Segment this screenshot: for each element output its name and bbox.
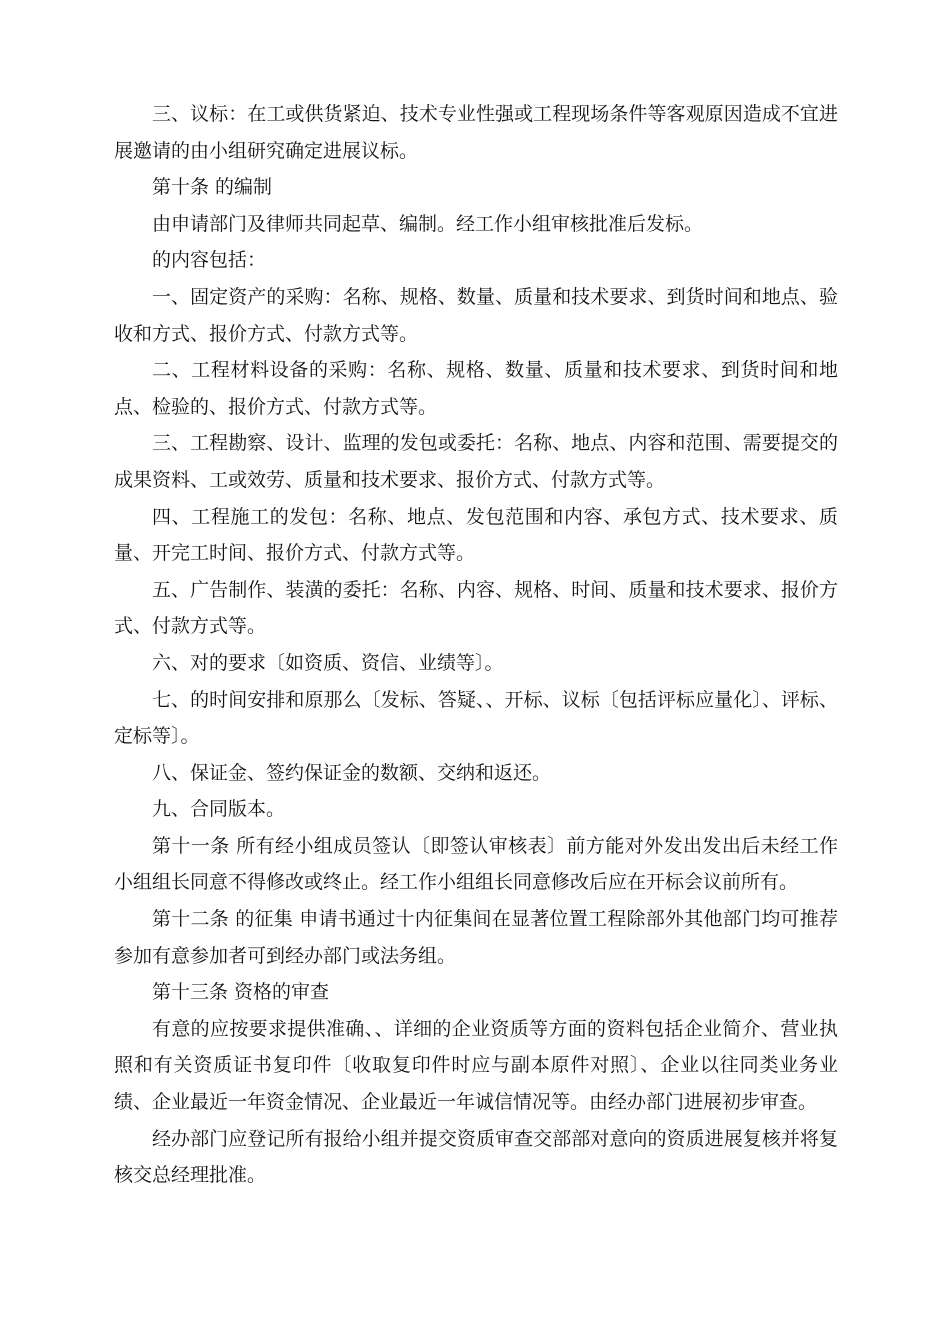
paragraph-drafting: 由申请部门及律师共同起草、编制。经工作小组审核批准后发标。	[152, 212, 704, 235]
paragraph-item-6-requirements: 六、对的要求〔如资质、资信、业绩等〕。	[152, 651, 504, 674]
paragraph-article-11: 第十一条 所有经小组成员签认〔即签认审核表〕前方能对外发出发出后未经工作小组组长同意不得修改或终止。经工作小组组长同意修改后应在开标会议前所有。	[114, 834, 838, 894]
paragraph-item-8-deposit: 八、保证金、签约保证金的数额、交纳和返还。	[152, 761, 552, 784]
paragraph-item-9-contract: 九、合同版本。	[152, 798, 286, 821]
paragraph-item-1-fixed-assets: 一、固定资产的采购：名称、规格、数量、质量和技术要求、到货时间和地点、验收和方式、报价方式、付款方式等。	[114, 285, 838, 345]
paragraph-item-2-materials: 二、工程材料设备的采购：名称、规格、数量、质量和技术要求、到货时间和地点、检验的、报价方式、付款方式等。	[114, 359, 838, 418]
paragraph-item-7-schedule: 七、的时间安排和原那么〔发标、答疑、、开标、议标〔包括评标应量化〕、评标、定标等〕。	[114, 688, 838, 748]
heading-article-13: 第十三条 资格的审查	[152, 981, 330, 1004]
paragraph-item-4-construction: 四、工程施工的发包：名称、地点、发包范围和内容、承包方式、技术要求、质量、开完工时间、报价方式、付款方式等。	[114, 505, 838, 565]
paragraph-bidding-negotiation: 三、议标：在工或供货紧迫、技术专业性强或工程现场条件等客观原因造成不宜进展邀请的由小组研究确定进展议标。	[114, 103, 838, 162]
paragraph-item-5-advertising: 五、广告制作、装潢的委托：名称、内容、规格、时间、质量和技术要求、报价方式、付款方式等。	[114, 578, 838, 638]
document-body	[114, 96, 838, 1194]
paragraph-qualification-materials: 有意的应按要求提供准确、、详细的企业资质等方面的资料包括企业简介、营业执照和有关资质证书复印件〔收取复印件时应与副本原件对照〕、企业以往同类业务业绩、企业最近一年资金情况、企业最近一年诚信情况等。由经办部门进展初步审查。	[114, 1017, 838, 1114]
paragraph-qualification-review: 经办部门应登记所有报给小组并提交资质审查交部部对意向的资质进展复核并将复核交总经理批准。	[114, 1127, 838, 1187]
paragraph-item-3-survey-design: 三、工程勘察、设计、监理的发包或委托：名称、地点、内容和范围、需要提交的成果资料、工或效劳、质量和技术要求、报价方式、付款方式等。	[114, 432, 838, 491]
heading-article-10: 第十条 的编制	[152, 176, 273, 199]
paragraph-content-intro: 的内容包括：	[152, 249, 267, 272]
paragraph-article-12: 第十二条 的征集 申请书通过十内征集间在显著位置工程除部外其他部门均可推荐参加有意参加者可到经办部门或法务组。	[114, 908, 838, 967]
